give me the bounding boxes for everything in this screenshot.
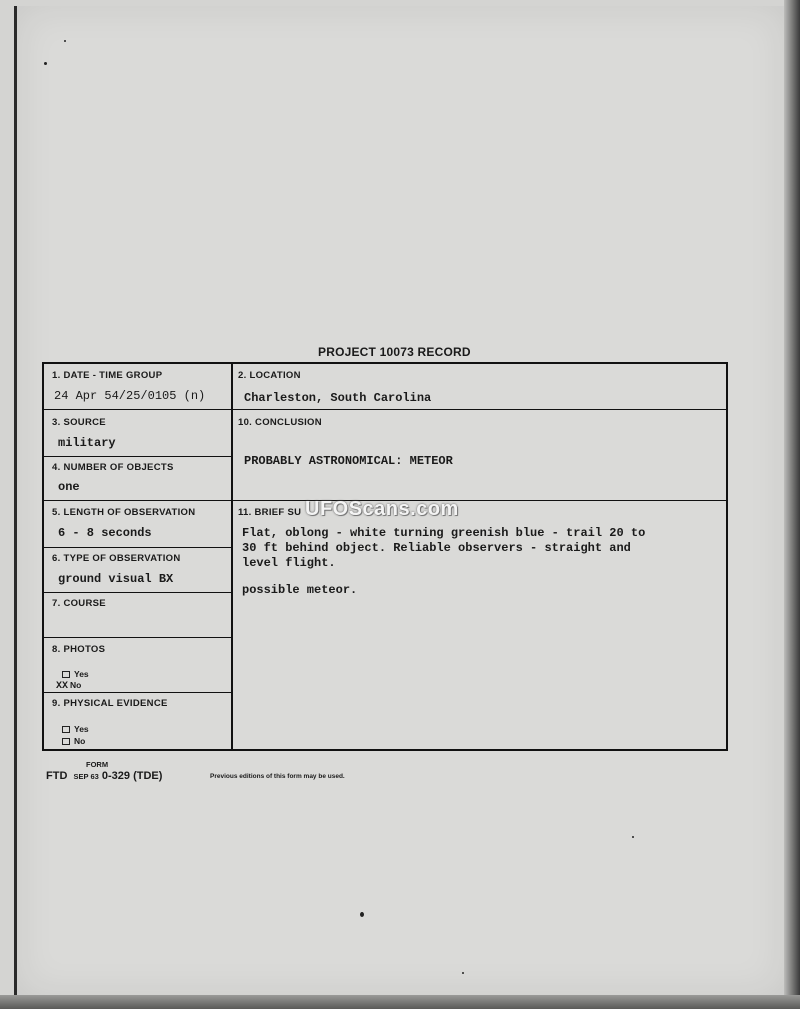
physical-evidence-yes-option: Yes: [62, 724, 89, 734]
date-time-label: 1. DATE - TIME GROUP: [52, 370, 163, 381]
row-divider: [44, 409, 231, 410]
length-of-observation-value: 6 - 8 seconds: [58, 526, 152, 540]
record-title: PROJECT 10073 RECORD: [318, 345, 471, 359]
source-label: 3. SOURCE: [52, 417, 106, 428]
brief-summary-text: Flat, oblong - white turning greenish blue - trail 20 to 30 ft behind object. Reliable observers - straight and level flight.: [242, 526, 646, 570]
physical-evidence-label: 9. PHYSICAL EVIDENCE: [52, 698, 168, 709]
photos-yes-option: Yes: [62, 669, 89, 679]
scan-edge-bottom: [0, 995, 800, 1009]
row-divider: [44, 692, 231, 693]
number-of-objects-value: one: [58, 480, 80, 494]
scan-speck: [462, 972, 464, 974]
photos-label: 8. PHOTOS: [52, 644, 106, 655]
date-time-value: 24 Apr 54/25/0105 (n): [54, 389, 206, 403]
source-value: military: [58, 436, 116, 450]
brief-summary-label: 11. BRIEF SU: [238, 507, 302, 518]
watermark: UFOScans.com: [305, 498, 459, 520]
conclusion-label: 10. CONCLUSION: [238, 417, 322, 428]
scan-speck: [64, 40, 66, 42]
brief-summary-note: possible meteor.: [242, 583, 358, 597]
brief-summary-body: [242, 526, 712, 610]
photos-no-option: XX No: [56, 680, 82, 692]
x-mark-icon: XX: [56, 681, 69, 692]
form-note: Previous editions of this form may be used.: [210, 773, 345, 780]
row-divider: [44, 500, 231, 501]
checkbox-icon: [62, 738, 70, 745]
column-divider: [231, 364, 233, 749]
row-divider: [44, 592, 231, 593]
number-of-objects-label: 4. NUMBER OF OBJECTS: [52, 462, 174, 473]
row-divider: [44, 456, 231, 457]
scan-speck: [632, 836, 634, 838]
record-form: [42, 362, 728, 751]
type-of-observation-label: 6. TYPE OF OBSERVATION: [52, 553, 181, 564]
scan-speck: [360, 912, 364, 917]
course-label: 7. COURSE: [52, 598, 106, 609]
row-divider: [44, 547, 231, 548]
scan-edge-right: [784, 0, 800, 1009]
location-value: Charleston, South Carolina: [244, 391, 432, 405]
length-of-observation-label: 5. LENGTH OF OBSERVATION: [52, 507, 196, 518]
conclusion-value: PROBABLY ASTRONOMICAL: METEOR: [244, 454, 453, 468]
physical-evidence-no-option: No: [62, 736, 85, 746]
row-divider: [233, 409, 726, 410]
row-divider: [44, 637, 231, 638]
checkbox-icon: [62, 671, 70, 678]
form-word: FORM: [86, 760, 109, 769]
form-code: FTD SEP 63 0-329 (TDE): [46, 770, 163, 782]
scan-speck: [44, 62, 47, 65]
location-label: 2. LOCATION: [238, 370, 301, 381]
checkbox-icon: [62, 726, 70, 733]
type-of-observation-value: ground visual BX: [58, 572, 174, 586]
